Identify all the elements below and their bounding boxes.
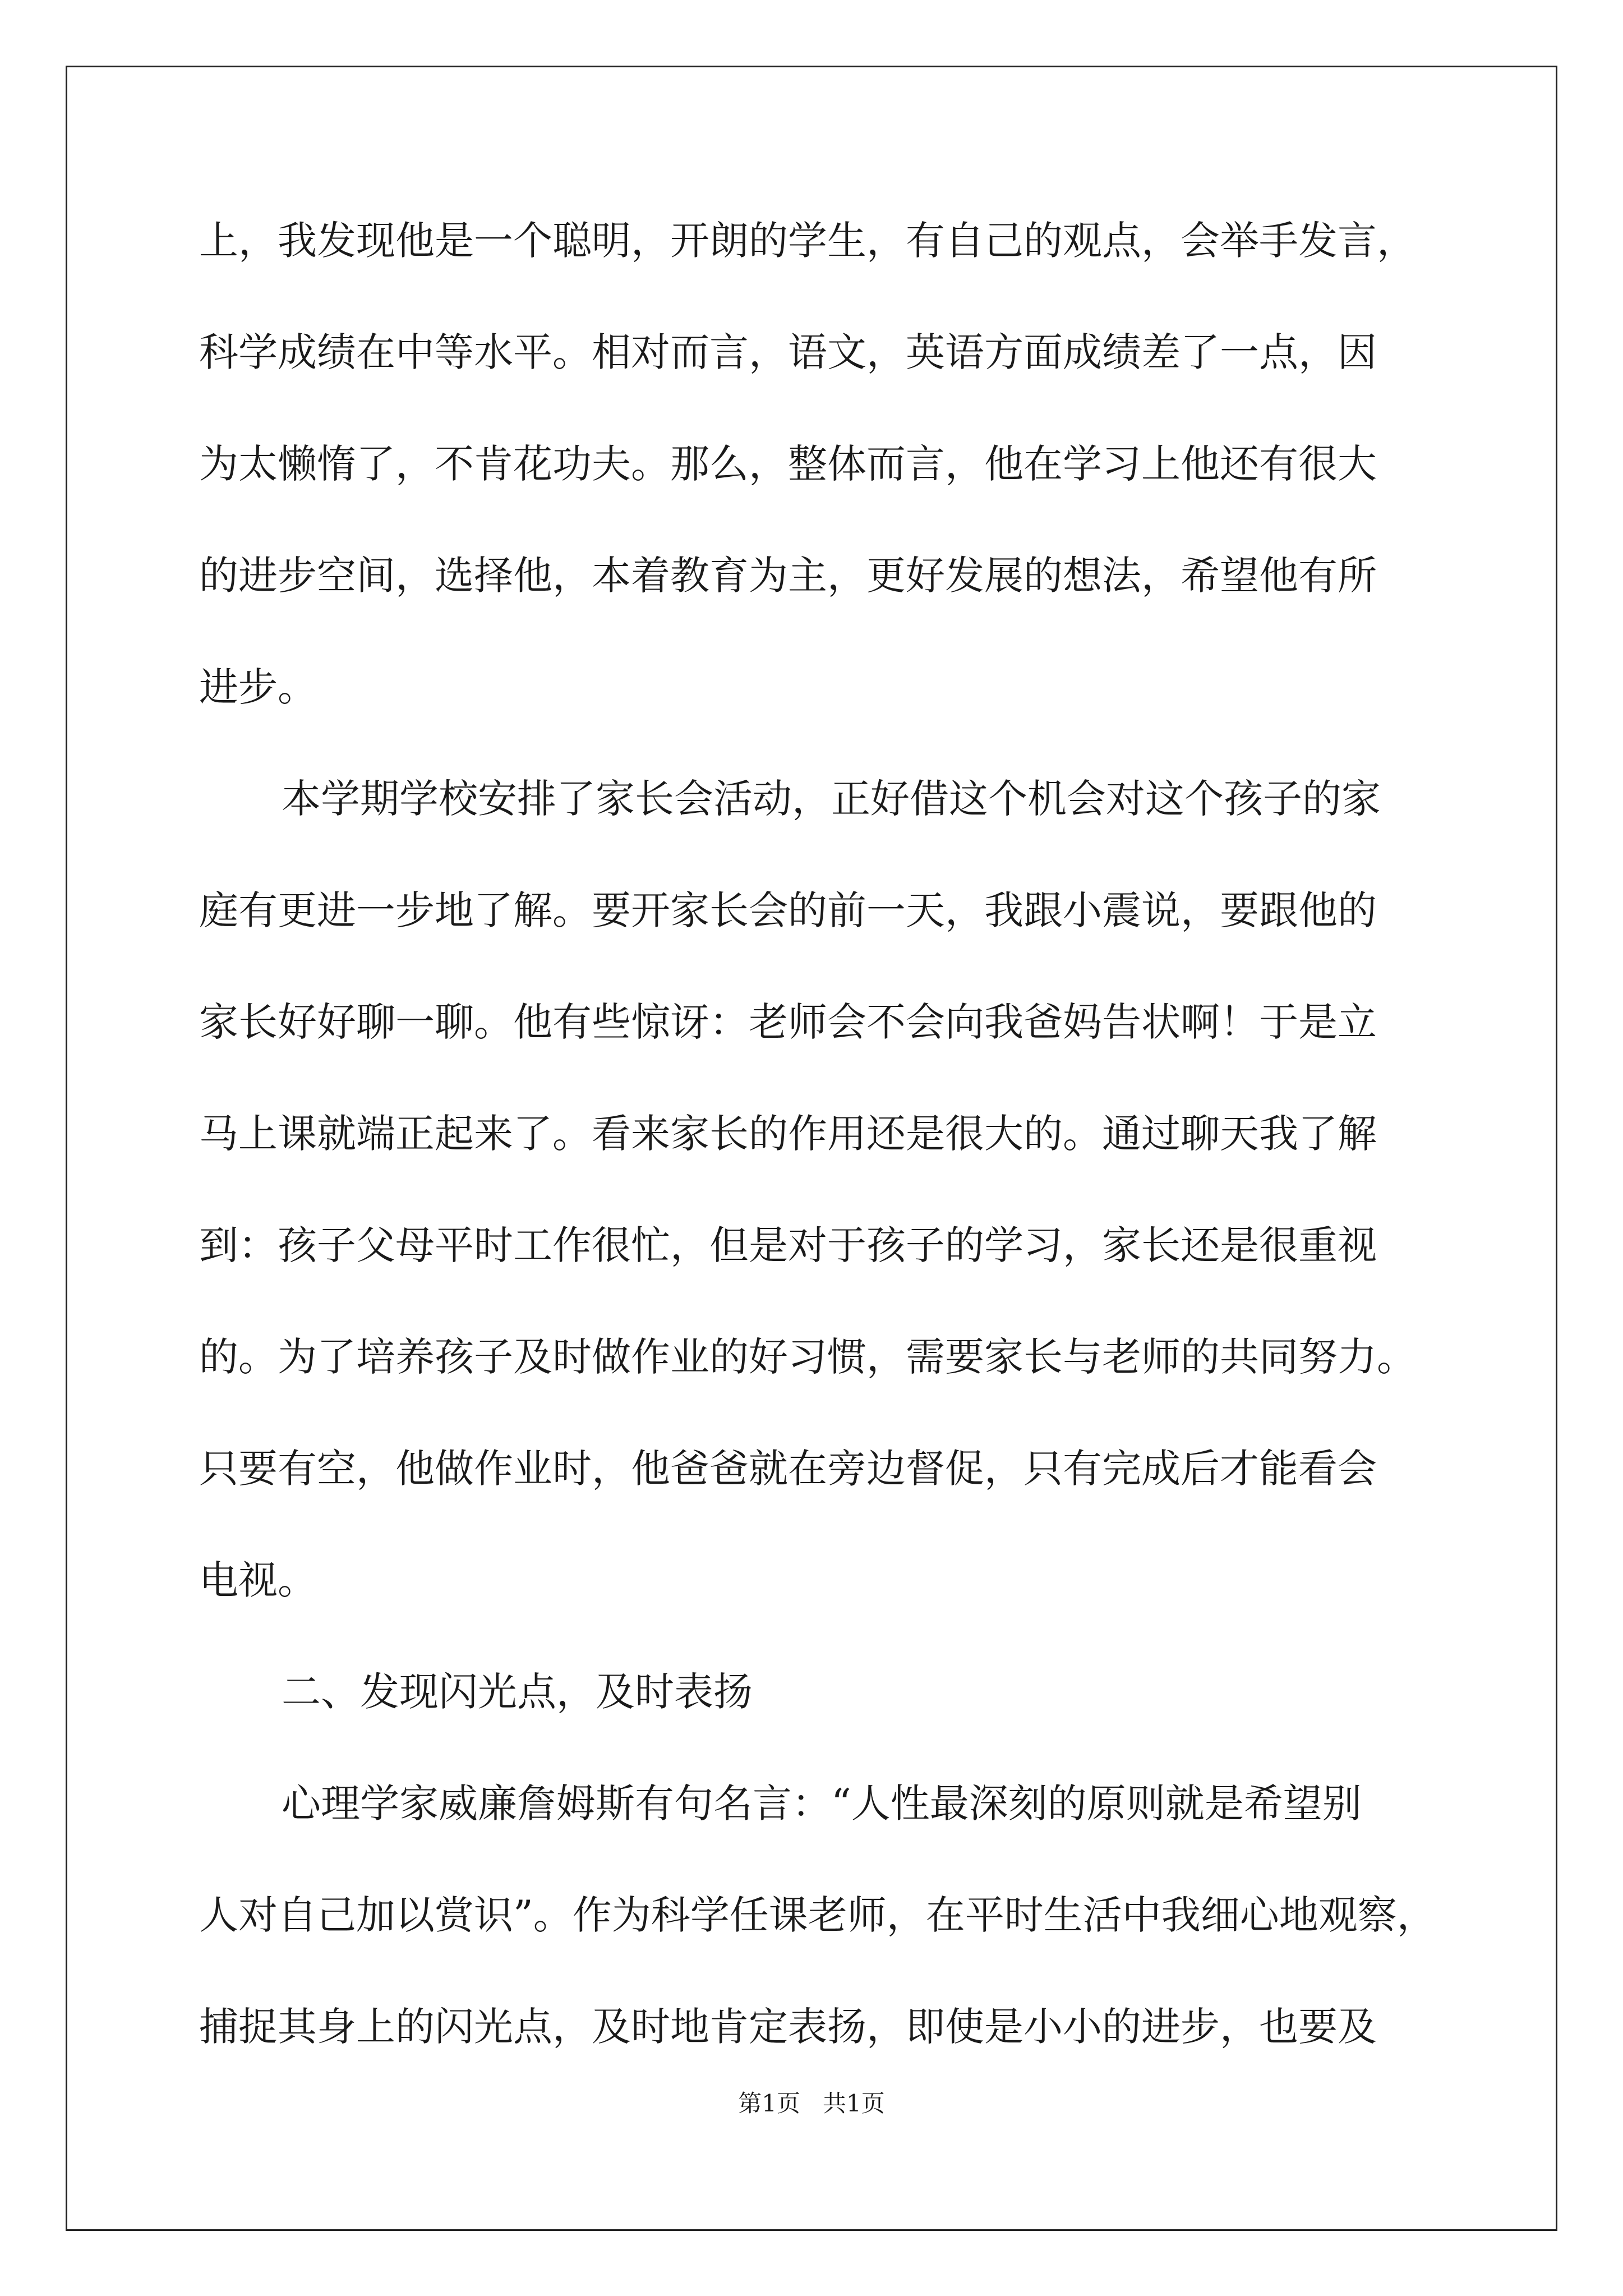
text-line: 人对自己加以赏识”。作为科学任课老师，在平时生活中我细心地观察， xyxy=(199,1892,1436,1938)
text-line: 为太懒惰了，不肯花功夫。那么，整体而言，他在学习上他还有很大 xyxy=(199,441,1377,487)
section-heading: 二、发现闪光点，及时表扬 xyxy=(282,1669,753,1715)
text-line: 捕捉其身上的闪光点，及时地肯定表扬，即使是小小的进步，也要及 xyxy=(199,2004,1377,2050)
text-line: 上，我发现他是一个聪明，开朗的学生，有自己的观点，会举手发言， xyxy=(199,218,1416,264)
document-body xyxy=(199,185,1483,2083)
text-line: 马上课就端正起来了。看来家长的作用还是很大的。通过聊天我了解 xyxy=(199,1111,1377,1157)
text-line: 的。为了培养孩子及时做作业的好习惯，需要家长与老师的共同努力。 xyxy=(199,1334,1416,1380)
text-line: 进步。 xyxy=(199,664,317,710)
text-line: 家长好好聊一聊。他有些惊讶：老师会不会向我爸妈告状啊！于是立 xyxy=(199,999,1377,1045)
text-line: 的进步空间，选择他，本着教育为主，更好发展的想法，希望他有所 xyxy=(199,553,1377,599)
text-line: 只要有空，他做作业时，他爸爸就在旁边督促，只有完成后才能看会 xyxy=(199,1446,1377,1492)
text-line: 科学成绩在中等水平。相对而言，语文，英语方面成绩差了一点，因 xyxy=(199,329,1377,375)
page-footer: 第1页 共1页 xyxy=(738,2090,885,2117)
text-line: 庭有更进一步地了解。要开家长会的前一天，我跟小震说，要跟他的 xyxy=(199,887,1377,933)
text-line: 到：孩子父母平时工作很忙，但是对于孩子的学习，家长还是很重视 xyxy=(199,1222,1377,1268)
paragraph-first-line: 本学期学校安排了家长会活动，正好借这个机会对这个孩子的家 xyxy=(282,776,1381,822)
paragraph-first-line: 心理学家威廉詹姆斯有句名言：“人性最深刻的原则就是希望别 xyxy=(282,1780,1362,1826)
text-line: 电视。 xyxy=(199,1557,317,1603)
